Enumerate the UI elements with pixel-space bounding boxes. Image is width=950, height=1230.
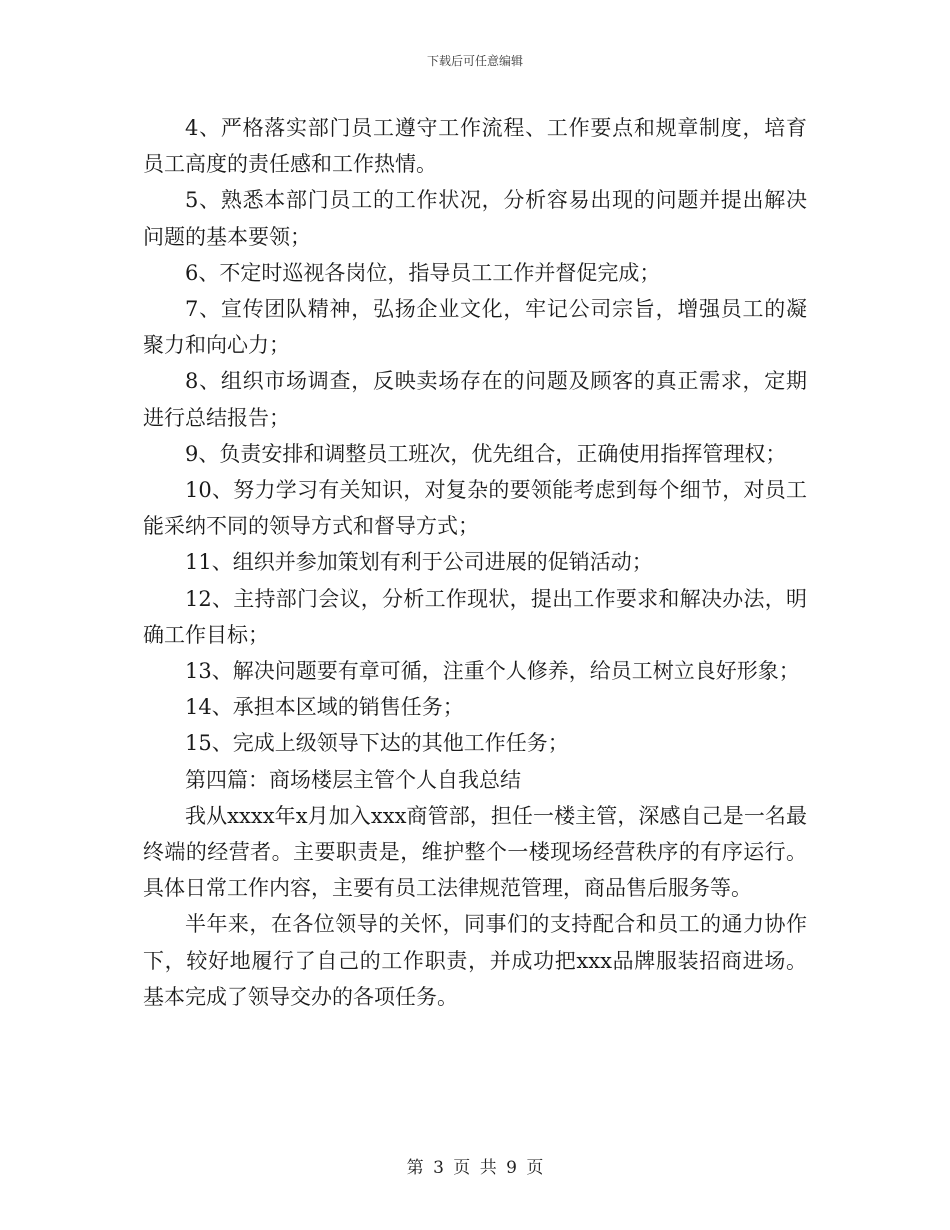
paragraph-item-11: 11、组织并参加策划有利于公司进展的促销活动； <box>185 550 653 575</box>
paragraph-item-15: 15、完成上级领导下达的其他工作任务； <box>185 731 569 756</box>
paragraph-item-5: 5、熟悉本部门员工的工作状况，分析容易出现的问题并提出解决问题的基本要领； <box>143 188 807 249</box>
document-body <box>143 110 807 1015</box>
paragraph-item-9: 9、负责安排和调整员工班次，优先组合，正确使用指挥管理权； <box>185 441 787 466</box>
page-header-note: 下载后可任意编辑 <box>426 54 523 68</box>
paragraph-item-12: 12、主持部门会议，分析工作现状，提出工作要求和解决办法，明确工作目标； <box>143 586 807 647</box>
paragraph-item-14: 14、承担本区域的销售任务； <box>185 695 464 720</box>
page-number: 第 3 页 共 9 页 <box>406 1158 544 1178</box>
paragraph-item-8: 8、组织市场调查，反映卖场存在的问题及顾客的真正需求，定期进行总结报告； <box>143 369 807 430</box>
paragraph-item-6: 6、不定时巡视各岗位，指导员工工作并督促完成； <box>185 260 661 285</box>
paragraph-item-4: 4、严格落实部门员工遵守工作流程、工作要点和规章制度，培育员工高度的责任感和工作热情。 <box>143 116 807 177</box>
paragraph-item-10: 10、努力学习有关知识，对复杂的要领能考虑到每个细节，对员工能采纳不同的领导方式和督导方式； <box>143 478 807 539</box>
summary-paragraph-2: 半年来，在各位领导的关怀，同事们的支持配合和员工的通力协作下，较好地履行了自己的工作职责，并成功把xxx品牌服装招商进场。基本完成了领导交办的各项任务。 <box>143 912 807 1009</box>
section-heading: 第四篇：商场楼层主管个人自我总结 <box>185 767 521 792</box>
summary-paragraph-1: 我从xxxx年x月加入xxx商管部，担任一楼主管，深感自己是一名最终端的经营者。主要职责是，维护整个一楼现场经营秩序的有序运行。具体日常工作内容，主要有员工法律规范管理，商品售后服务等。 <box>143 803 807 901</box>
paragraph-item-13: 13、解决问题要有章可循，注重个人修养，给员工树立良好形象； <box>185 659 800 684</box>
paragraph-item-7: 7、宣传团队精神，弘扬企业文化，牢记公司宗旨，增强员工的凝聚力和向心力； <box>143 297 807 358</box>
